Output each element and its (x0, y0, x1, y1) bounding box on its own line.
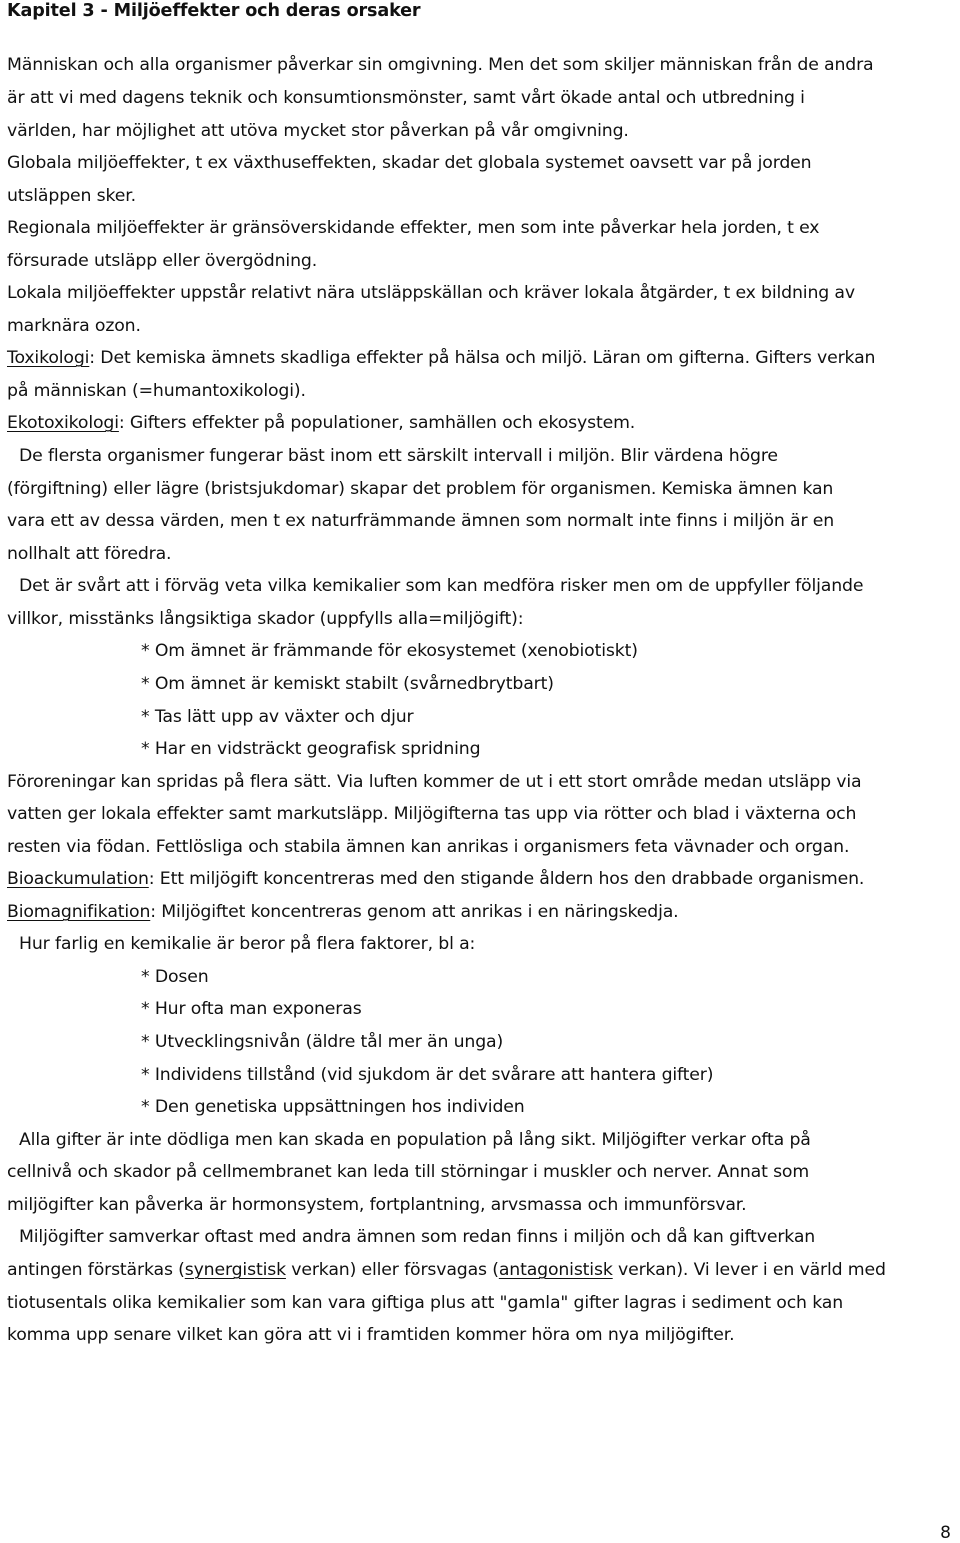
toxikologi-text: : Det kemiska ämnets skadliga effekter på hälsa och miljö. Läran om gifterna. Gifters verkan (89, 348, 876, 368)
lethal-line-3: miljögifter kan påverka är hormonsystem, fortplantning, arvsmassa och immunförsvar. (7, 1195, 747, 1215)
interval-line-4: nollhalt att föredra. (7, 544, 172, 564)
regional-line-1: Regionala miljöeffekter är gränsöverskidande effekter, men som inte påverkar hela jorden, t ex (7, 218, 820, 238)
danger-list-item: * Individens tillstånd (vid sjukdom är det svårare att hantera gifter) (141, 1065, 714, 1085)
ekotoxikologi-definition (7, 412, 635, 434)
danger-list-item: * Hur ofta man exponeras (141, 999, 362, 1019)
interval-line-2: (förgiftning) eller lägre (bristsjukdomar) skapar det problem för organismen. Kemiska ämnen kan (7, 479, 834, 499)
danger-list-item: * Dosen (141, 967, 209, 987)
lethal-line-1: Alla gifter är inte dödliga men kan skada en population på lång sikt. Miljögifter verkar ofta på (19, 1130, 811, 1150)
combo-line-1: Miljögifter samverkar oftast med andra ämnen som redan finns i miljön och då kan giftverkan (19, 1227, 816, 1247)
page-number: 8 (940, 1523, 951, 1543)
combo-line-2 (7, 1259, 886, 1281)
bioackumulation-definition (7, 868, 864, 890)
antagonistisk-term: antagonistisk (498, 1260, 613, 1280)
intro-line-3: världen, har möjlighet att utöva mycket stor påverkan på vår omgivning. (7, 121, 629, 141)
risk-list-item: * Om ämnet är kemiskt stabilt (svårnedbrytbart) (141, 674, 554, 694)
toxikologi-definition (7, 347, 875, 369)
ekotoxikologi-term: Ekotoxikologi (7, 413, 119, 433)
toxikologi-line-2: på människan (=humantoxikologi). (7, 381, 306, 401)
interval-line-1: De flersta organismer fungerar bäst inom ett särskilt intervall i miljön. Blir värdena högre (19, 446, 778, 466)
biomagnifikation-definition (7, 901, 679, 923)
intro-line-1: Människan och alla organismer påverkar sin omgivning. Men det som skiljer människan från de andra (7, 55, 874, 75)
synergistisk-term: synergistisk (184, 1260, 286, 1280)
spread-line-1: Föroreningar kan spridas på flera sätt. Via luften kommer de ut i ett stort område medan utsläpp via (7, 772, 862, 792)
risk-line-2: villkor, misstänks långsiktiga skador (uppfylls alla=miljögift): (7, 609, 524, 629)
danger-list-item: * Utvecklingsnivån (äldre tål mer än unga) (141, 1032, 504, 1052)
biomagnifikation-term: Biomagnifikation (7, 902, 151, 922)
risk-line-1: Det är svårt att i förväg veta vilka kemikalier som kan medföra risker men om de uppfyller följande (19, 576, 864, 596)
ekotoxikologi-text: : Gifters effekter på populationer, samhällen och ekosystem. (118, 413, 636, 433)
combo-text-a: antingen förstärkas ( (7, 1260, 185, 1280)
biomagnifikation-text: : Miljögiftet koncentreras genom att anrikas i en näringskedja. (150, 902, 679, 922)
danger-intro: Hur farlig en kemikalie är beror på flera faktorer, bl a: (19, 934, 476, 954)
regional-line-2: försurade utsläpp eller övergödning. (7, 251, 318, 271)
lethal-line-2: cellnivå och skador på cellmembranet kan leda till störningar i muskler och nerver. Annat som (7, 1162, 810, 1182)
bioackumulation-text: : Ett miljögift koncentreras med den stigande åldern hos den drabbade organismen. (148, 869, 865, 889)
global-line-1: Globala miljöeffekter, t ex växthuseffekten, skadar det globala systemet oavsett var på jorden (7, 153, 812, 173)
danger-list-item: * Den genetiska uppsättningen hos individen (141, 1097, 525, 1117)
spread-line-2: vatten ger lokala effekter samt markutsläpp. Miljögifterna tas upp via rötter och blad i växterna och (7, 804, 857, 824)
global-line-2: utsläppen sker. (7, 186, 136, 206)
combo-text-c: verkan). Vi lever i en värld med (612, 1260, 886, 1280)
risk-list-item: * Om ämnet är främmande för ekosystemet (xenobiotiskt) (141, 641, 638, 661)
spread-line-3: resten via födan. Fettlösliga och stabila ämnen kan anrikas i organismers feta vävnader och organ. (7, 837, 850, 857)
interval-line-3: vara ett av dessa värden, men t ex naturfrämmande ämnen som normalt inte finns i miljön är en (7, 511, 835, 531)
combo-line-4: komma upp senare vilket kan göra att vi i framtiden kommer höra om nya miljögifter. (7, 1325, 735, 1345)
combo-text-b: verkan) eller försvagas ( (285, 1260, 499, 1280)
local-line-1: Lokala miljöeffekter uppstår relativt nära utsläppskällan och kräver lokala åtgärder, t ex bildning av (7, 283, 855, 303)
bioackumulation-term: Bioackumulation (7, 869, 149, 889)
risk-list-item: * Har en vidsträckt geografisk spridning (141, 739, 481, 759)
chapter-title: Kapitel 3 - Miljöeffekter och deras orsaker (7, 1, 421, 21)
toxikologi-term: Toxikologi (7, 348, 90, 368)
combo-line-3: tiotusentals olika kemikalier som kan vara giftiga plus att "gamla" gifter lagras i sediment och kan (7, 1293, 843, 1313)
risk-list-item: * Tas lätt upp av växter och djur (141, 707, 414, 727)
local-line-2: marknära ozon. (7, 316, 141, 336)
intro-line-2: är att vi med dagens teknik och konsumtionsmönster, samt vårt ökade antal och utbredning i (7, 88, 805, 108)
